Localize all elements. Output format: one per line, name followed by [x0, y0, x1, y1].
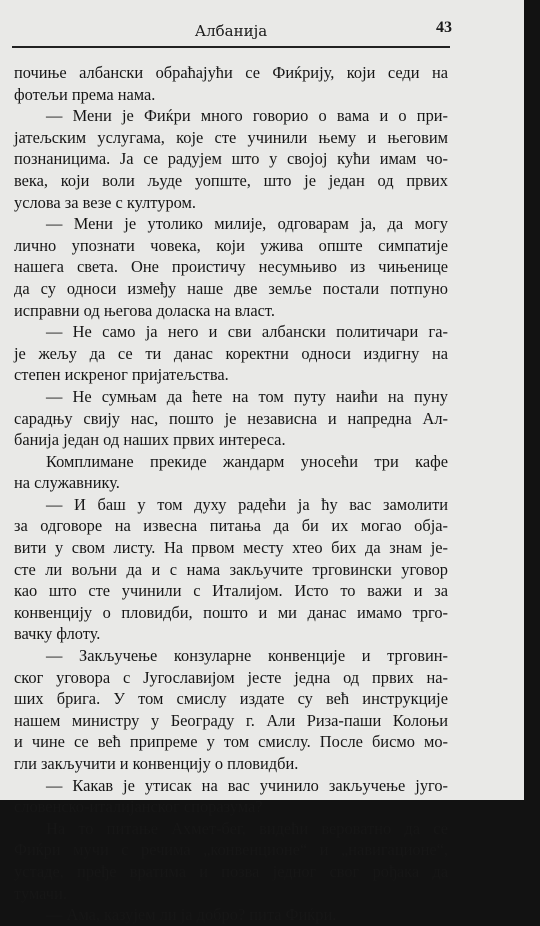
text-line: да су односи између наше две земље постали потпуно	[14, 278, 448, 298]
text-line: Фиќри мучи с речима „конвенционе“ и „навигационе“,	[14, 840, 448, 860]
text-line: — И баш у том духу радећи ја ћу вас замолити	[46, 494, 448, 514]
text-line: На то питање Ахмет-бег, видећи вероватно да се	[46, 818, 448, 838]
text-line: — Какав је утисак на вас учинило закључење југо-	[46, 775, 448, 795]
text-line: степен искреног пријатељства.	[14, 365, 229, 385]
page-number: 43	[436, 19, 452, 36]
text-line: ског уговора с Југославијом јесте једна од првих на-	[14, 667, 448, 687]
text-line: гли закључити и конвенцију о пловидби.	[14, 754, 299, 773]
text-line: сарадњу свију нас, пошто је независна и напредна Ал-	[14, 408, 448, 428]
text-line: лично упознати човека, који ужива опште симпатије	[14, 235, 448, 255]
body-text	[14, 62, 448, 926]
text-line: као што сте учинили с Италијом. Исто то важи и за	[14, 581, 448, 601]
text-line: словенско-италијанског споразума?	[14, 797, 263, 817]
text-line: фотељи према нама.	[14, 84, 156, 104]
text-line: сте ли вољни да и с нама закључите трговински уговор	[14, 559, 448, 579]
text-line: — Закључење конзуларне конвенције и трговин-	[46, 646, 448, 666]
text-line: јатељским услугама, које сте учинили њему и његовим	[14, 127, 448, 147]
text-line: — Не само ја него и сви албански политичари га-	[46, 322, 448, 342]
text-line: почиње албански обраћајући се Фиќрију, који седи на	[14, 63, 448, 82]
text-line: ших брига. У том смислу издате су већ инструкције	[14, 689, 448, 709]
text-line: услова за везе с културом.	[14, 192, 197, 212]
text-line: — Не сумњам да ћете на том путу наићи на пуну	[46, 386, 448, 406]
text-line: на служавнику.	[14, 473, 120, 493]
text-line: је жељу да се ти данас коректни односи издигну на	[14, 343, 448, 363]
text-line: познаницима. Ја се радујем што у својој кући имам чо-	[14, 149, 448, 169]
text-line: вачку флоту.	[14, 624, 101, 644]
running-title: Албанија	[194, 22, 268, 40]
text-line: исправни од његова доласка на власт.	[14, 300, 275, 320]
text-line: банија један од наших првих интереса.	[14, 430, 286, 450]
text-line: устаде, пређе вратима и позва једног свог рођака да	[14, 861, 448, 881]
text-line: — Мени је Фиќри много говорио о вама и о при-	[46, 106, 448, 126]
text-line: нашем министру у Београду г. Али Риза-паши Колоњи	[14, 710, 448, 730]
text-line: нашега света. Оне проистичу несумњиво из чињенице	[14, 257, 448, 277]
running-header	[12, 18, 450, 48]
text-line: — Мени је утолико милије, одговарам ја, да могу	[46, 214, 448, 234]
text-line: вити у свом листу. На првом месту хтео бих да знам је-	[14, 538, 448, 558]
text-line: тумачи.	[14, 883, 67, 903]
text-line: и чине се већ припреме у том смислу. После бисмо мо-	[14, 732, 448, 752]
text-line: за одговоре на извесна питања да би их могао обја-	[14, 516, 448, 536]
text-line: века, који воли људе уопште, што је један од првих	[14, 170, 448, 190]
text-line: конвенцију о пловидби, пошто и ми данас имамо трго-	[14, 602, 448, 622]
text-line: — Ама, казујем ли ја добро? пита Фиќри.	[46, 905, 337, 925]
text-line: Комплимане прекиде жандарм уносећи три кафе	[46, 451, 448, 471]
